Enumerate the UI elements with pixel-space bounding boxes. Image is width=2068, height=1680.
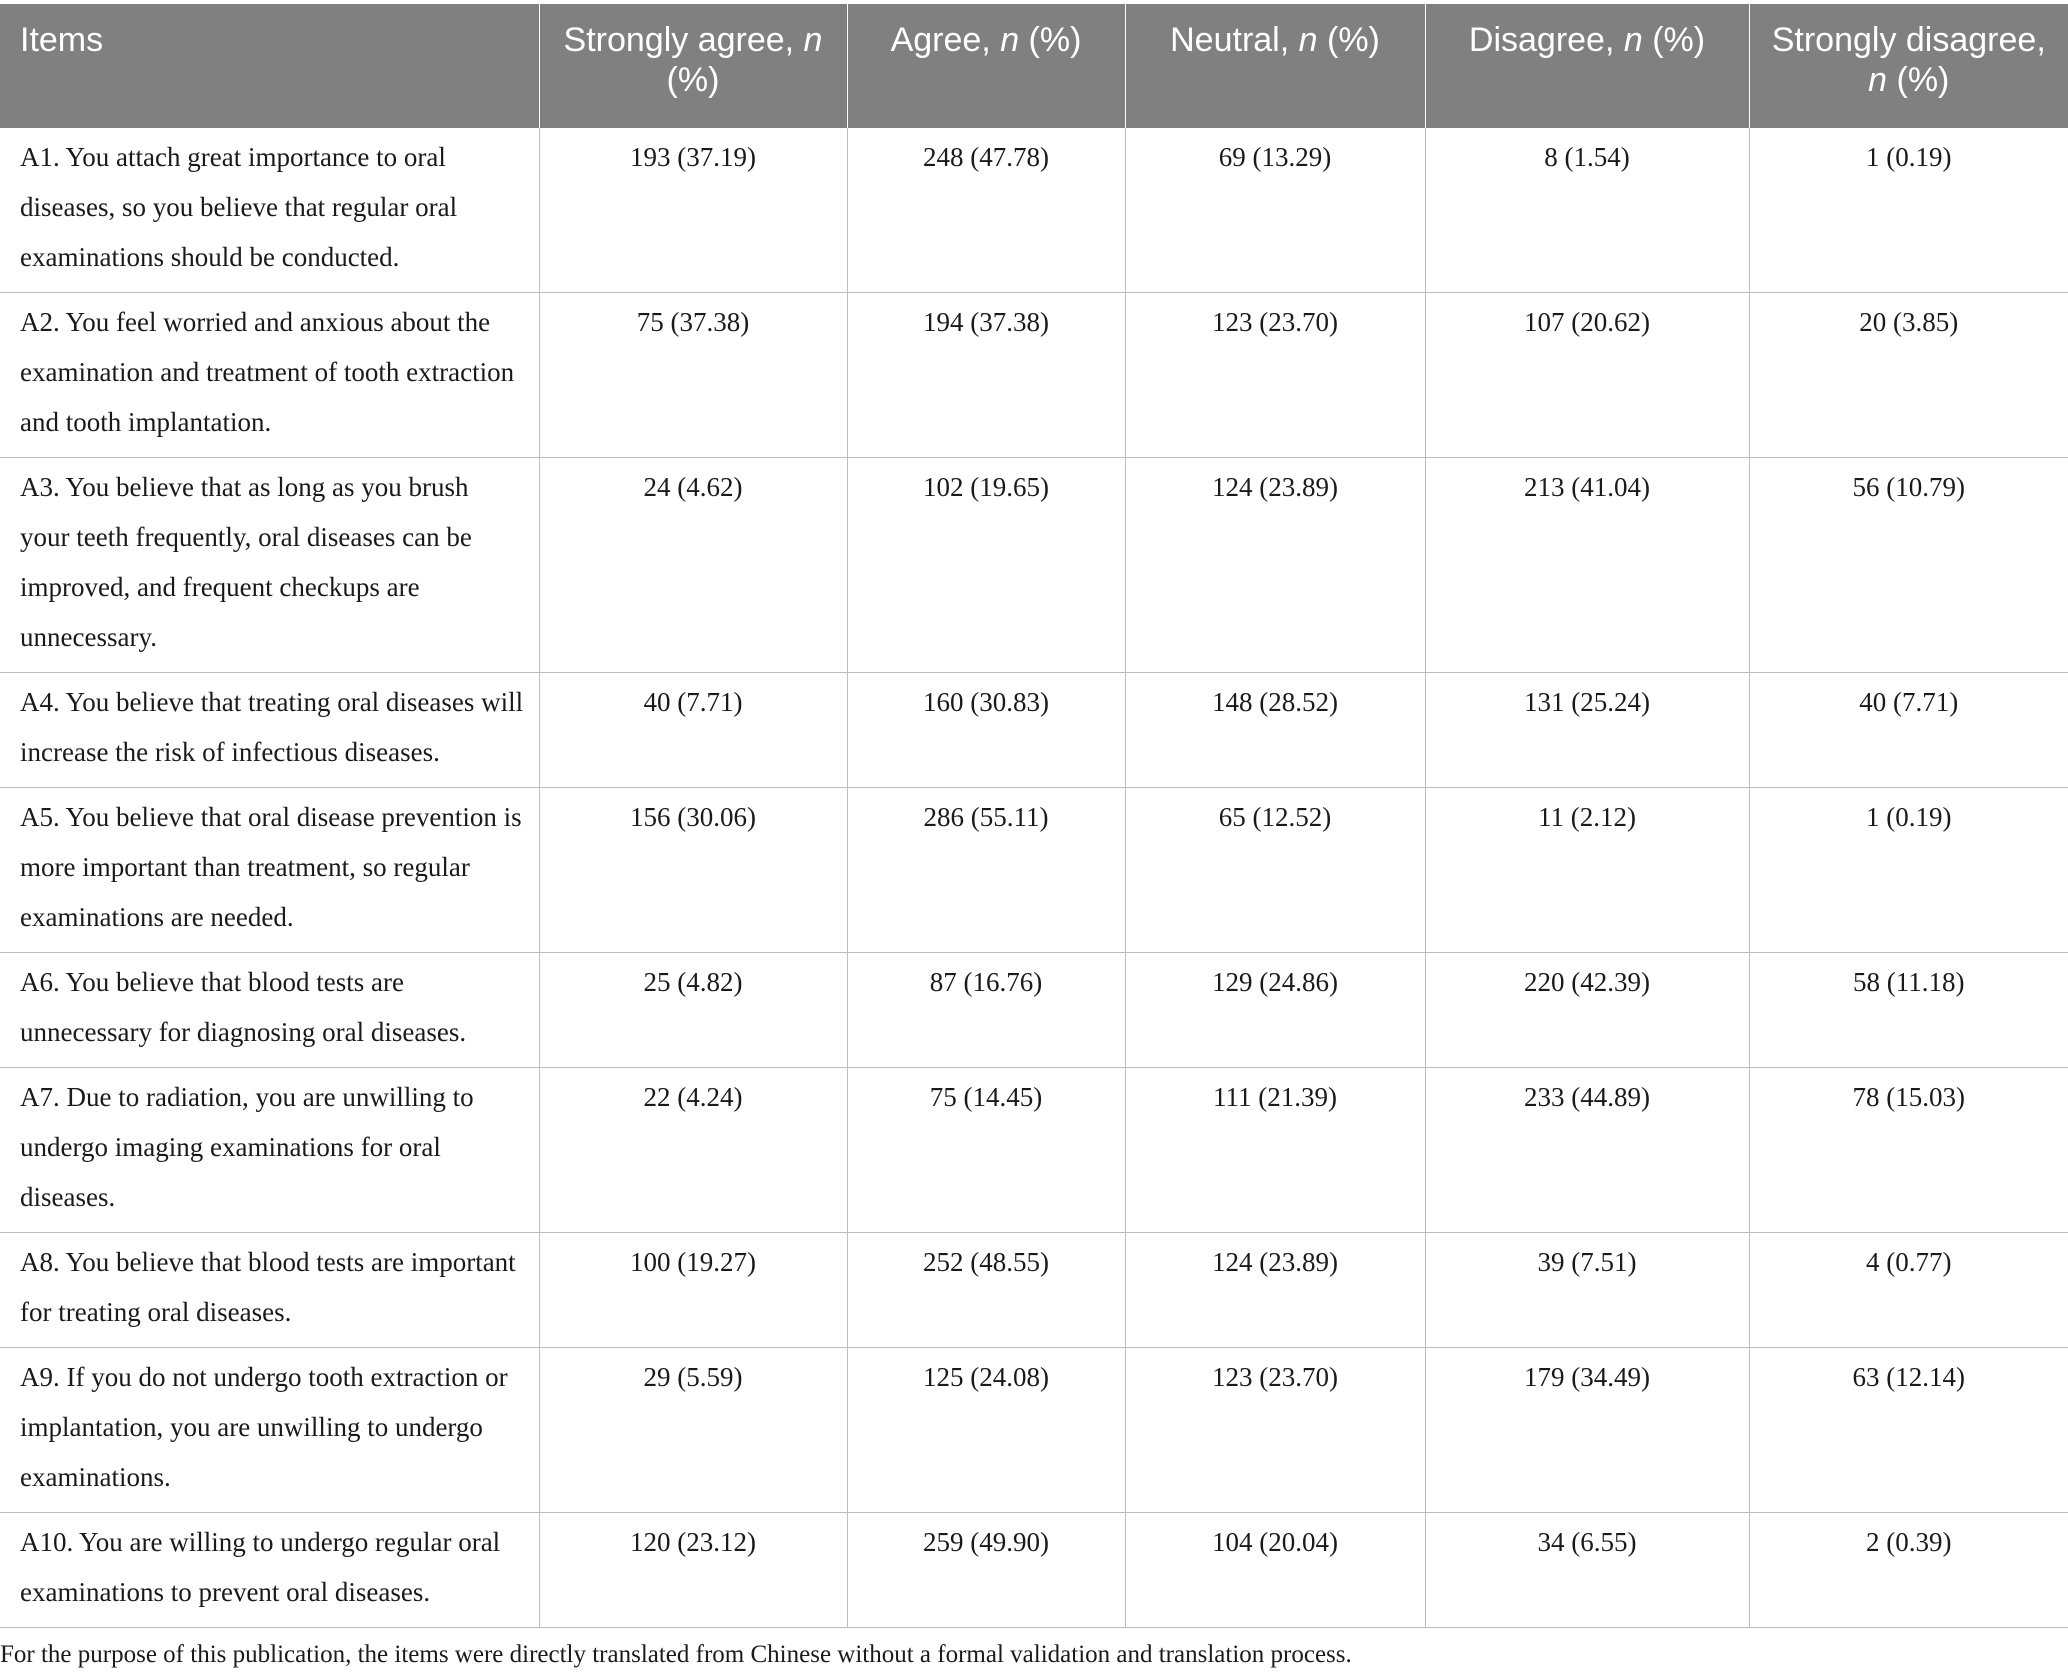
header-strongly-disagree-pct: (%)	[1887, 61, 1950, 99]
agree-cell: 194 (37.38)	[847, 293, 1125, 458]
neutral-cell: 124 (23.89)	[1125, 1233, 1425, 1348]
strongly-disagree-cell: 4 (0.77)	[1749, 1233, 2068, 1348]
header-disagree	[1425, 4, 1749, 128]
header-neutral-label: Neutral,	[1170, 21, 1299, 59]
header-strongly-disagree	[1749, 4, 2068, 128]
strongly-disagree-cell: 40 (7.71)	[1749, 673, 2068, 788]
header-strongly-disagree-label: Strongly disagree,	[1771, 21, 2046, 59]
header-neutral-pct: (%)	[1317, 21, 1380, 59]
header-agree-pct: (%)	[1019, 21, 1082, 59]
item-text: A6. You believe that blood tests are unnecessary for diagnosing oral diseases.	[0, 953, 539, 1068]
table-footnote: For the purpose of this publication, the items were directly translated from Chinese without a formal validation and translation process.	[0, 1641, 1352, 1668]
strongly-agree-cell: 75 (37.38)	[539, 293, 847, 458]
item-text: A4. You believe that treating oral diseases will increase the risk of infectious diseases.	[0, 673, 539, 788]
table-row	[0, 673, 2068, 788]
item-text: A8. You believe that blood tests are important for treating oral diseases.	[0, 1233, 539, 1348]
strongly-agree-cell: 120 (23.12)	[539, 1513, 847, 1628]
header-disagree-label: Disagree,	[1468, 21, 1624, 59]
neutral-cell: 65 (12.52)	[1125, 788, 1425, 953]
strongly-disagree-cell: 1 (0.19)	[1749, 128, 2068, 293]
disagree-cell: 107 (20.62)	[1425, 293, 1749, 458]
table-row	[0, 1348, 2068, 1513]
attitude-survey-table	[0, 4, 2068, 1628]
header-disagree-n: n	[1623, 21, 1643, 59]
table-row	[0, 293, 2068, 458]
table-row	[0, 128, 2068, 293]
header-agree	[847, 4, 1125, 128]
agree-cell: 87 (16.76)	[847, 953, 1125, 1068]
strongly-disagree-cell: 20 (3.85)	[1749, 293, 2068, 458]
strongly-disagree-cell: 1 (0.19)	[1749, 788, 2068, 953]
strongly-agree-cell: 156 (30.06)	[539, 788, 847, 953]
table-row	[0, 788, 2068, 953]
neutral-cell: 123 (23.70)	[1125, 293, 1425, 458]
agree-cell: 252 (48.55)	[847, 1233, 1125, 1348]
disagree-cell: 39 (7.51)	[1425, 1233, 1749, 1348]
strongly-agree-cell: 100 (19.27)	[539, 1233, 847, 1348]
neutral-cell: 69 (13.29)	[1125, 128, 1425, 293]
item-text: A7. Due to radiation, you are unwilling to undergo imaging examinations for oral diseases.	[0, 1068, 539, 1233]
header-items	[0, 4, 539, 128]
disagree-cell: 220 (42.39)	[1425, 953, 1749, 1068]
table-row	[0, 1233, 2068, 1348]
item-text: A3. You believe that as long as you brush your teeth frequently, oral diseases can be improved, and frequent checkups are unnecessary.	[0, 458, 539, 673]
neutral-cell: 123 (23.70)	[1125, 1348, 1425, 1513]
item-text: A1. You attach great importance to oral diseases, so you believe that regular oral examinations should be conducted.	[0, 128, 539, 293]
item-text: A10. You are willing to undergo regular oral examinations to prevent oral diseases.	[0, 1513, 539, 1628]
header-strongly-agree	[539, 4, 847, 128]
strongly-disagree-cell: 78 (15.03)	[1749, 1068, 2068, 1233]
agree-cell: 102 (19.65)	[847, 458, 1125, 673]
strongly-agree-cell: 29 (5.59)	[539, 1348, 847, 1513]
header-strongly-disagree-n: n	[1868, 61, 1888, 99]
strongly-disagree-cell: 63 (12.14)	[1749, 1348, 2068, 1513]
header-agree-label: Agree,	[890, 21, 1001, 59]
neutral-cell: 148 (28.52)	[1125, 673, 1425, 788]
strongly-agree-cell: 40 (7.71)	[539, 673, 847, 788]
strongly-disagree-cell: 56 (10.79)	[1749, 458, 2068, 673]
header-strongly-agree-label: Strongly agree,	[563, 21, 804, 59]
strongly-agree-cell: 22 (4.24)	[539, 1068, 847, 1233]
header-strongly-agree-pct: (%)	[666, 61, 720, 99]
table-row	[0, 1513, 2068, 1628]
neutral-cell: 111 (21.39)	[1125, 1068, 1425, 1233]
header-row	[0, 4, 2068, 128]
item-text: A9. If you do not undergo tooth extraction or implantation, you are unwilling to undergo examinations.	[0, 1348, 539, 1513]
disagree-cell: 11 (2.12)	[1425, 788, 1749, 953]
agree-cell: 125 (24.08)	[847, 1348, 1125, 1513]
agree-cell: 248 (47.78)	[847, 128, 1125, 293]
survey-table-container	[0, 4, 2068, 1628]
strongly-agree-cell: 193 (37.19)	[539, 128, 847, 293]
item-text: A5. You believe that oral disease prevention is more important than treatment, so regular examinations are needed.	[0, 788, 539, 953]
table-row	[0, 953, 2068, 1068]
neutral-cell: 129 (24.86)	[1125, 953, 1425, 1068]
header-disagree-pct: (%)	[1642, 21, 1706, 59]
disagree-cell: 8 (1.54)	[1425, 128, 1749, 293]
table-row	[0, 1068, 2068, 1233]
table-header	[0, 4, 2068, 128]
agree-cell: 259 (49.90)	[847, 1513, 1125, 1628]
strongly-disagree-cell: 58 (11.18)	[1749, 953, 2068, 1068]
strongly-agree-cell: 25 (4.82)	[539, 953, 847, 1068]
table-body	[0, 128, 2068, 1628]
header-agree-n: n	[1000, 21, 1020, 59]
disagree-cell: 34 (6.55)	[1425, 1513, 1749, 1628]
disagree-cell: 233 (44.89)	[1425, 1068, 1749, 1233]
strongly-agree-cell: 24 (4.62)	[539, 458, 847, 673]
disagree-cell: 213 (41.04)	[1425, 458, 1749, 673]
neutral-cell: 104 (20.04)	[1125, 1513, 1425, 1628]
item-text: A2. You feel worried and anxious about the examination and treatment of tooth extraction and tooth implantation.	[0, 293, 539, 458]
header-neutral-n: n	[1298, 21, 1318, 59]
header-neutral	[1125, 4, 1425, 128]
agree-cell: 286 (55.11)	[847, 788, 1125, 953]
disagree-cell: 179 (34.49)	[1425, 1348, 1749, 1513]
agree-cell: 75 (14.45)	[847, 1068, 1125, 1233]
header-items-label: Items	[20, 21, 104, 59]
header-strongly-agree-n: n	[803, 21, 823, 59]
table-row	[0, 458, 2068, 673]
agree-cell: 160 (30.83)	[847, 673, 1125, 788]
disagree-cell: 131 (25.24)	[1425, 673, 1749, 788]
strongly-disagree-cell: 2 (0.39)	[1749, 1513, 2068, 1628]
neutral-cell: 124 (23.89)	[1125, 458, 1425, 673]
